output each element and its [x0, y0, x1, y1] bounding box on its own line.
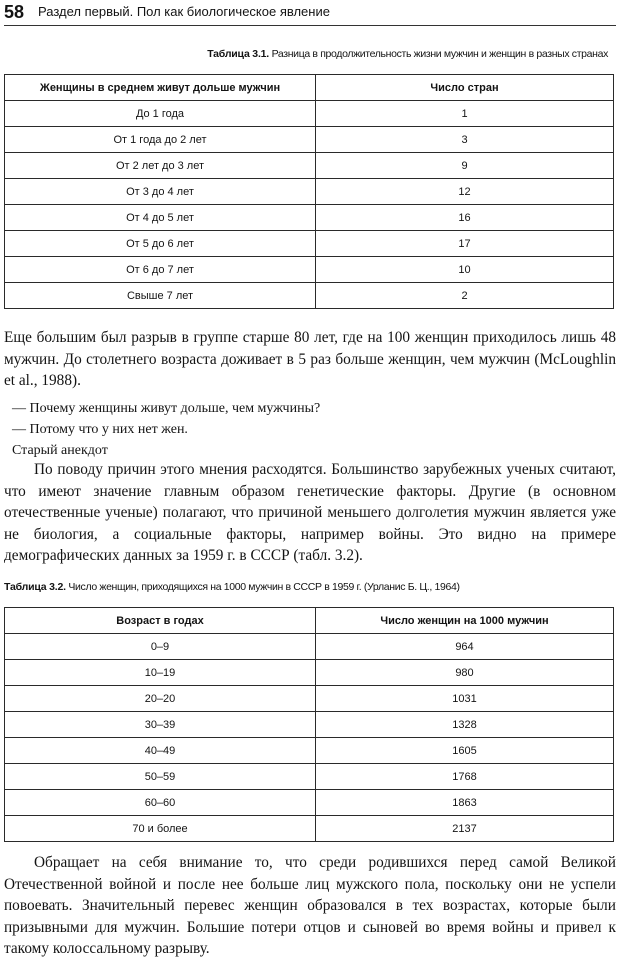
table-row [5, 283, 614, 309]
table-cell: До 1 года [5, 101, 316, 127]
table-cell: От 5 до 6 лет [5, 231, 316, 257]
table-row [5, 816, 614, 842]
table-row [5, 231, 614, 257]
table-cell: От 1 года до 2 лет [5, 127, 316, 153]
table-cell: 3 [316, 127, 614, 153]
table1-col-header: Женщины в среднем живут дольше мужчин [5, 75, 316, 101]
table-row [5, 127, 614, 153]
running-title: Раздел первый. Пол как биологическое явление [38, 4, 330, 19]
body-paragraph-1: Еще большим был разрыв в группе старше 80 лет, где на 100 женщин приходилось лишь 48 мужчин. До столетнего возраста доживает в 5 раз больше женщин, чем мужчин (McLoughlin et al., 1988). [4, 329, 616, 389]
table-cell: 964 [316, 634, 614, 660]
page-number: 58 [4, 2, 25, 22]
table-cell: 9 [316, 153, 614, 179]
table-row [5, 205, 614, 231]
table-cell: 40–49 [5, 738, 316, 764]
table-row [5, 738, 614, 764]
table-cell: 980 [316, 660, 614, 686]
table-cell: 2 [316, 283, 614, 309]
anecdote-line-1: — Почему женщины живут дольше, чем мужчины? [12, 401, 321, 416]
table-cell: От 4 до 5 лет [5, 205, 316, 231]
table1-caption-label: Таблица 3.1. [207, 48, 270, 60]
table-cell: 1 [316, 101, 614, 127]
table-row [5, 257, 614, 283]
table-cell: 50–59 [5, 764, 316, 790]
table1 [4, 74, 614, 309]
table-cell: 2137 [316, 816, 614, 842]
table-row [5, 660, 614, 686]
table-row [5, 634, 614, 660]
table-row [5, 686, 614, 712]
table2-caption-text: Число женщин, приходящихся на 1000 мужчин в СССР в 1959 г. (Урланис Б. Ц., 1964) [68, 581, 460, 593]
table-cell: 10–19 [5, 660, 316, 686]
table-cell: 30–39 [5, 712, 316, 738]
table2-col-header: Число женщин на 1000 мужчин [316, 608, 614, 634]
table2-col-header: Возраст в годах [5, 608, 316, 634]
table-cell: 1863 [316, 790, 614, 816]
table-cell: От 6 до 7 лет [5, 257, 316, 283]
table1-col-header: Число стран [316, 75, 614, 101]
table2 [4, 607, 614, 842]
table-cell: 70 и более [5, 816, 316, 842]
table-cell: От 3 до 4 лет [5, 179, 316, 205]
page-header [4, 1, 616, 26]
table-cell: Свыше 7 лет [5, 283, 316, 309]
table-row [5, 764, 614, 790]
table-cell: 16 [316, 205, 614, 231]
table-cell: 17 [316, 231, 614, 257]
table-row [5, 153, 614, 179]
table-cell: 60–60 [5, 790, 316, 816]
table-row [5, 179, 614, 205]
table1-header-row [5, 75, 614, 101]
table-row [5, 790, 614, 816]
table-row [5, 101, 614, 127]
table-cell: 0–9 [5, 634, 316, 660]
table-cell: 1328 [316, 712, 614, 738]
table-cell: 10 [316, 257, 614, 283]
table-cell: 1031 [316, 686, 614, 712]
table2-caption [4, 580, 460, 594]
body-paragraph-2: По поводу причин этого мнения расходятся. Большинство зарубежных ученых считают, что имеют значение главным образом генетические факторы. Другие (в основном отечественные ученые) полагают, что причиной меньшего долголетия мужчин является уже не биология, а социальные факторы, например войны. Это видно на примере демографических данных за 1959 г. в СССР (табл. 3.2). [4, 461, 616, 564]
anecdote [4, 398, 616, 461]
table-cell: 1768 [316, 764, 614, 790]
table-cell: От 2 лет до 3 лет [5, 153, 316, 179]
table-cell: 20–20 [5, 686, 316, 712]
table-row [5, 712, 614, 738]
table1-caption [207, 47, 608, 61]
table-cell: 1605 [316, 738, 614, 764]
body-paragraph-3: Обращает на себя внимание то, что среди родившихся перед самой Великой Отечественной войной и после нее больше лиц мужского пола, поскольку они не успели повоевать. Значительный перевес женщин образовался в тех возрастах, которые были призывными для мужчин. Большие потери отцов и сыновей во время войны и привел к такому колоссальному разрыву. [4, 854, 616, 957]
table2-caption-label: Таблица 3.2. [4, 581, 66, 593]
table2-header-row [5, 608, 614, 634]
anecdote-line-2: — Потому что у них нет жен. [12, 422, 188, 437]
anecdote-source: Старый анекдот [12, 443, 108, 458]
table-cell: 12 [316, 179, 614, 205]
table1-caption-text: Разница в продолжительность жизни мужчин и женщин в разных странах [271, 48, 608, 60]
